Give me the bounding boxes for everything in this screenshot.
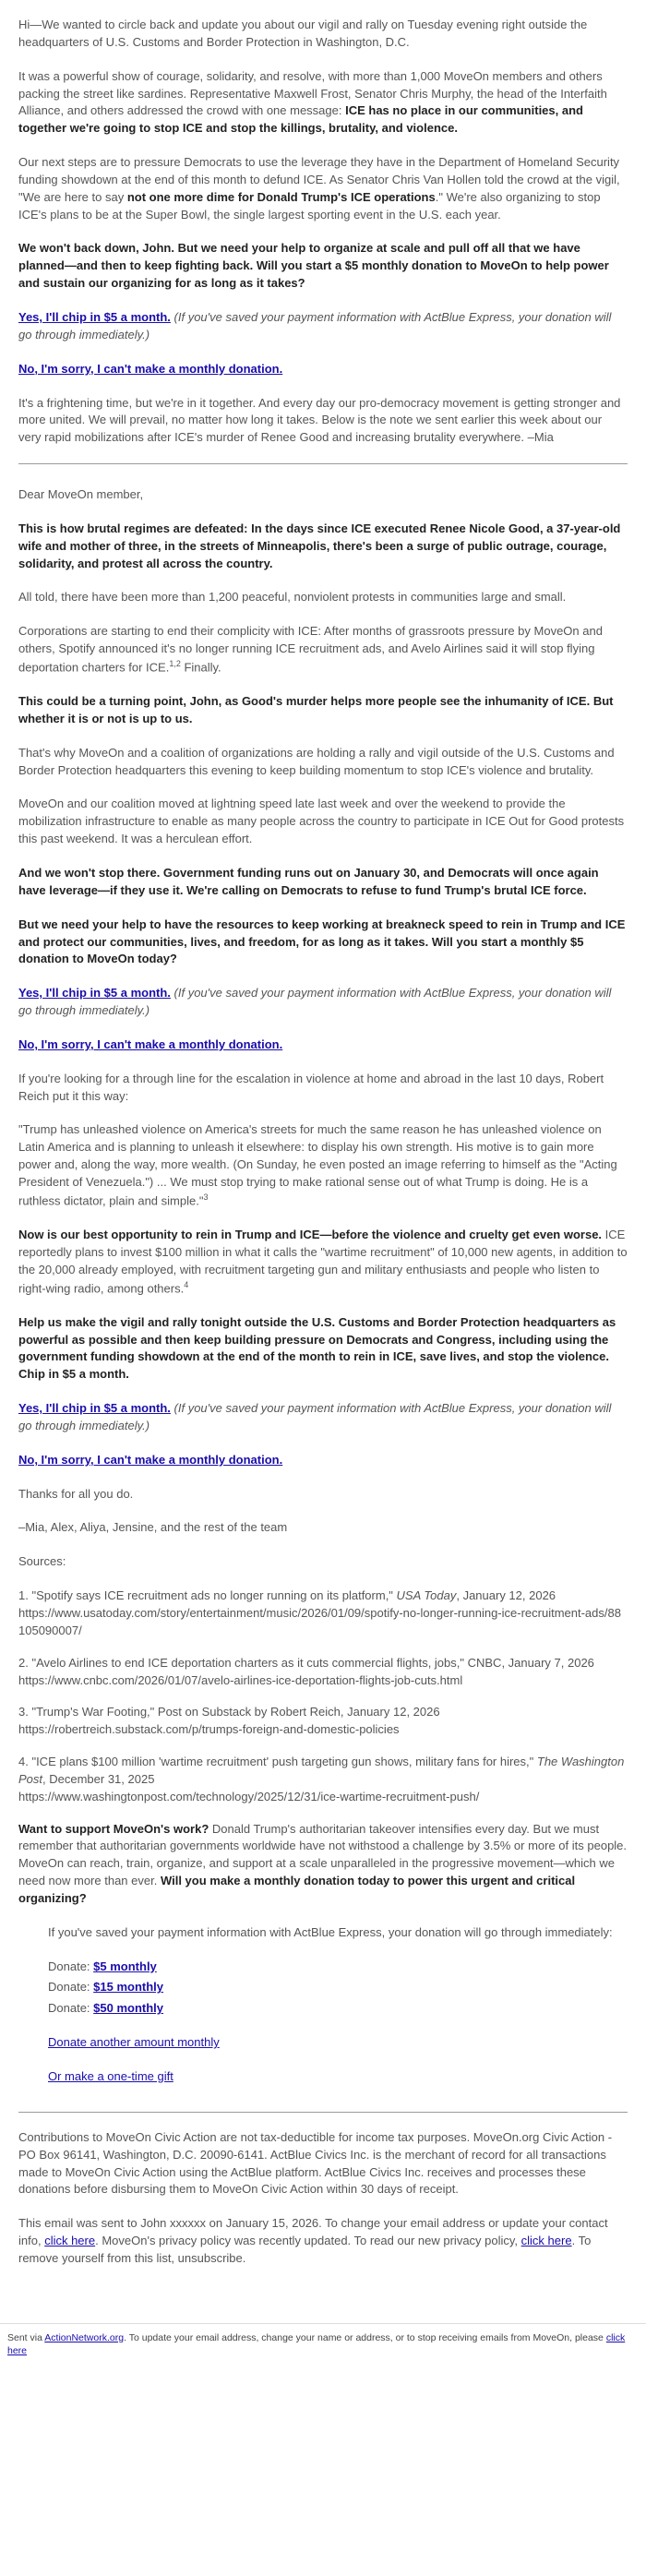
- cta-yes-block-3: Yes, I'll chip in $5 a month. (If you've saved your payment information with ActBlue Express, your donation will go through immediately.): [18, 1401, 612, 1432]
- source-url: https://www.washingtonpost.com/technology/2025/12/31/ice-wartime-recruitment-push/: [18, 1789, 480, 1803]
- letter-opportunity: Now is our best opportunity to rein in Trump and ICE—before the violence and cruelty get even worse. ICE reportedly plans to invest $100 million in what it calls the "wartime recruitment" of 10,000 new agents, in addition to the 20,000 already employed, with recruitment targeting gun and military enthusiasts and people who listen to right-wing radio, among others.$^4$: [18, 1228, 628, 1295]
- no-donation-link-1[interactable]: No, I'm sorry, I can't make a monthly donation.: [18, 361, 283, 376]
- letter-vigil: That's why MoveOn and a coalition of organizations are holding a rally and vigil outside of the U.S. Customs and Border Protection headquarters this evening to keep building momentum to stop ICE's violence and brutality.: [18, 745, 615, 777]
- yes-chip-in-link-1[interactable]: Yes, I'll chip in $5 a month.: [18, 309, 171, 324]
- update-rally-paragraph: It was a powerful show of courage, solidarity, and resolve, with more than 1,000 MoveOn members and others packing the street like sardines. Representative Maxwell Frost, Senator Chris Murphy, the head of the Interfaith Alliance, and others addressed the crowd with one message: ICE has no place in our communities, and together we're going to stop ICE and stop the killings, brutality, and violence.: [18, 68, 607, 136]
- update-intro: Hi—We wanted to circle back and update you about our vigil and rally on Tuesday evening right outside the headquarters of U.S. Customs and Border Protection in Washington, D.C.: [18, 18, 588, 49]
- yes-chip-in-link-3[interactable]: Yes, I'll chip in $5 a month.: [18, 1401, 171, 1416]
- donate-other-amount-link[interactable]: Donate another amount monthly: [48, 2035, 220, 2050]
- update-next-steps: Our next steps are to pressure Democrats to use the leverage they have in the Department of Homeland Security funding showdown at the end of this month to defund ICE. As Senator Chris Van Hollen told the crowd at the vigil, "We are here to say not one more dime for Donald Trump's ICE operations." We're also organizing to stop ICE's plans to be at the Super Bowl, the single largest sporting event in the U.S. each year.: [18, 155, 620, 222]
- letter-ask: But we need your help to have the resources to keep working at breakneck speed to rein in Trump and ICE and protect our communities, lives, and freedom, for as long as it takes. Will you start a monthly $5 donation to MoveOn today?: [18, 917, 626, 966]
- support-express-note: If you've saved your payment information with ActBlue Express, your donation will go through immediately:: [48, 1924, 613, 1939]
- update-closing: It's a frightening time, but we're in it together. And every day our pro-democracy movement is getting stronger and more united. We will prevail, no matter how long it takes. Below is the note we sent earlier this week about our very rapid mobilizations after ICE's murder of Renee Good and increasing brutality everywhere. –Mia: [18, 395, 621, 445]
- letter-lead: This is how brutal regimes are defeated: In the days since ICE executed Renee Nicole Good, a 37-year-old wife and mother of three, in the streets of Minneapolis, there's been a surge of public outrage, courage, solidarity, and protest all across the country.: [18, 521, 621, 570]
- cta-yes-block-2: Yes, I'll chip in $5 a month. (If you've saved your payment information with ActBlue Express, your donation will go through immediately.): [18, 986, 612, 1018]
- divider: [18, 2112, 628, 2113]
- donate-option: Donate: $50 monthly: [48, 2001, 164, 2016]
- donate-other-block: [48, 2034, 628, 2052]
- no-donation-link-2[interactable]: No, I'm sorry, I can't make a monthly donation.: [18, 1036, 283, 1051]
- footnote-ref: 4: [184, 1279, 189, 1289]
- donate-15-monthly-link[interactable]: $15 monthly: [93, 1980, 164, 1995]
- letter-mobilization: MoveOn and our coalition moved at lightning speed late last week and over the weekend to provide the mobilization infrastructure to enable as many people across the country to participate in ICE Out for Good protests this past weekend. It was a herculean effort.: [18, 797, 625, 846]
- letter-funding: And we won't stop there. Government funding runs out on January 30, and Democrats will once again have leverage—if they use it. We're calling on Democrats to refuse to fund Trump's brutal ICE force.: [18, 866, 599, 897]
- legal-sent-to: This email was sent to John xxxxxx on January 15, 2026. To change your email address or update your contact info, click here. MoveOn's privacy policy was recently updated. To read our new privacy policy, click here. To remove yourself from this list, unsubscribe.: [18, 2216, 608, 2265]
- letter-turning-point: This could be a turning point, John, as Good's murder helps more people see the inhumanity of ICE. But whether it is or not is up to us.: [18, 694, 614, 725]
- letter-corporations: Corporations are starting to end their complicity with ICE: After months of grassroots pressure by MoveOn and others, Spotify announced it's no longer running ICE recruitment ads, and Avelo Airlines said it will stop flying deportation charters for ICE.$^{1,2}$ Finally.: [18, 624, 603, 675]
- source-item: 4. "ICE plans $100 million 'wartime recruitment' push targeting gun shows, military fans for hires," The Washington Post, December 31, 2025 https://www.washingtonpost.com/technology/2025/12/31/ice-wartime-recruitment-push/: [18, 1755, 625, 1803]
- email-footer: Sent via ActionNetwork.org. To update your email address, change your name or address, or to stop receiving emails from MoveOn, please click here: [0, 2323, 646, 2367]
- source-item: 1. "Spotify says ICE recruitment ads no longer running on its platform," USA Today, January 12, 2026 https://www.usatoday.com/story/entertainment/music/2026/01/09/spotify-no-longer-running-ice-recruitment-ads/88105090007/: [18, 1588, 621, 1637]
- footer-click-here-link[interactable]: click here: [7, 2331, 626, 2357]
- letter-greeting: Dear MoveOn member,: [18, 487, 144, 502]
- donate-5-monthly-link[interactable]: $5 monthly: [93, 1959, 157, 1973]
- footnote-ref: 1,2: [169, 658, 181, 668]
- source-item: 2. "Avelo Airlines to end ICE deportation charters as it cuts commercial flights, jobs," CNBC, January 7, 2026 https://www.cnbc.com/2026/01/07/avelo-airlines-ice-deportation-flights-job-cuts.html: [18, 1655, 594, 1687]
- cta-no-block-1: [18, 361, 628, 378]
- support-paragraph: Want to support MoveOn's work? Donald Trump's authoritarian takeover intensifies every day. But we must remember that authoritarian governments worldwide have not withstood a challenge by 3.5% or more of its people. MoveOn can reach, train, organize, and support at a scale unparalleled in the progressive movement—which we need now more than ever. Will you make a monthly donation today to power this urgent and critical organizing?: [18, 1821, 628, 1905]
- no-donation-link-3[interactable]: No, I'm sorry, I can't make a monthly donation.: [18, 1452, 283, 1467]
- update-contact-link[interactable]: click here: [44, 2234, 96, 2248]
- cta-no-block-2: [18, 1036, 628, 1054]
- letter-reich-quote: "Trump has unleashed violence on America's streets for much the same reason he has unleashed violence on Latin America and is planning to unleash it elsewhere: to display his own strength. His motive is to gain more power and, along the way, more wealth. (On Sunday, he even posted an image referring to himself as the "Acting President of Venezuela.") ... We must stop trying to make rational sense out of what Trump is doing. He is a ruthless dictator, plain and simple."$^3$: [18, 1122, 617, 1208]
- privacy-policy-link[interactable]: click here: [520, 2234, 572, 2248]
- source-url: https://www.usatoday.com/story/entertainment/music/2026/01/09/spotify-no-longer-running-ice-recruitment-ads/88105090007/: [18, 1605, 621, 1637]
- source-url: https://www.cnbc.com/2026/01/07/avelo-airlines-ice-deportation-flights-job-cuts.html: [18, 1672, 463, 1687]
- one-time-gift-block: [48, 2068, 628, 2086]
- letter-protests: All told, there have been more than 1,200 peaceful, nonviolent protests in communities large and small.: [18, 590, 567, 605]
- donate-option: Donate: $15 monthly: [48, 1980, 164, 1995]
- cta-yes-block-1: Yes, I'll chip in $5 a month. (If you've saved your payment information with ActBlue Express, your donation will go through immediately.): [18, 309, 612, 341]
- legal-disclaimer: Contributions to MoveOn Civic Action are not tax-deductible for income tax purposes. MoveOn.org Civic Action - PO Box 96141, Washington, D.C. 20090-6141. ActBlue Civics Inc. is the merchant of record for all transactions made to MoveOn Civic Action using the ActBlue platform. ActBlue Civics Inc. receives and processes these donations before disbursing them to MoveOn Civic Action within 30 days of receipt.: [18, 2129, 613, 2197]
- sources-label: Sources:: [18, 1554, 66, 1569]
- cta-no-block-3: [18, 1452, 628, 1469]
- donate-50-monthly-link[interactable]: $50 monthly: [93, 2001, 164, 2016]
- one-time-gift-link[interactable]: Or make a one-time gift: [48, 2069, 173, 2084]
- letter-thanks: Thanks for all you do.: [18, 1486, 134, 1501]
- letter-final-ask: Help us make the vigil and rally tonight outside the U.S. Customs and Border Protection headquarters as powerful as possible and then keep building pressure on Democrats and Congress, including using the government funding showdown at the end of the month to rein in ICE, save lives, and stop the violence. Chip in $5 a month.: [18, 1314, 616, 1382]
- yes-chip-in-link-2[interactable]: Yes, I'll chip in $5 a month.: [18, 986, 171, 1000]
- letter-reich-intro: If you're looking for a through line for the escalation in violence at home and abroad in the last 10 days, Robert Reich put it this way:: [18, 1071, 604, 1103]
- source-url: https://robertreich.substack.com/p/trumps-foreign-and-domestic-policies: [18, 1722, 400, 1737]
- source-item: 3. "Trump's War Footing," Post on Substack by Robert Reich, January 12, 2026 https://robertreich.substack.com/p/trumps-foreign-and-domestic-policies: [18, 1705, 440, 1737]
- update-ask: We won't back down, John. But we need your help to organize at scale and pull off all that we have planned—and then to keep fighting back. Will you start a $5 monthly donation to MoveOn to help power and sustain our organizing for as long as it takes?: [18, 241, 609, 291]
- letter-signoff: –Mia, Alex, Aliya, Jensine, and the rest of the team: [18, 1520, 288, 1535]
- donate-option: Donate: $5 monthly: [48, 1959, 157, 1973]
- divider: [18, 463, 628, 464]
- footnote-ref: 3: [203, 1192, 209, 1202]
- action-network-link[interactable]: ActionNetwork.org: [44, 2331, 125, 2343]
